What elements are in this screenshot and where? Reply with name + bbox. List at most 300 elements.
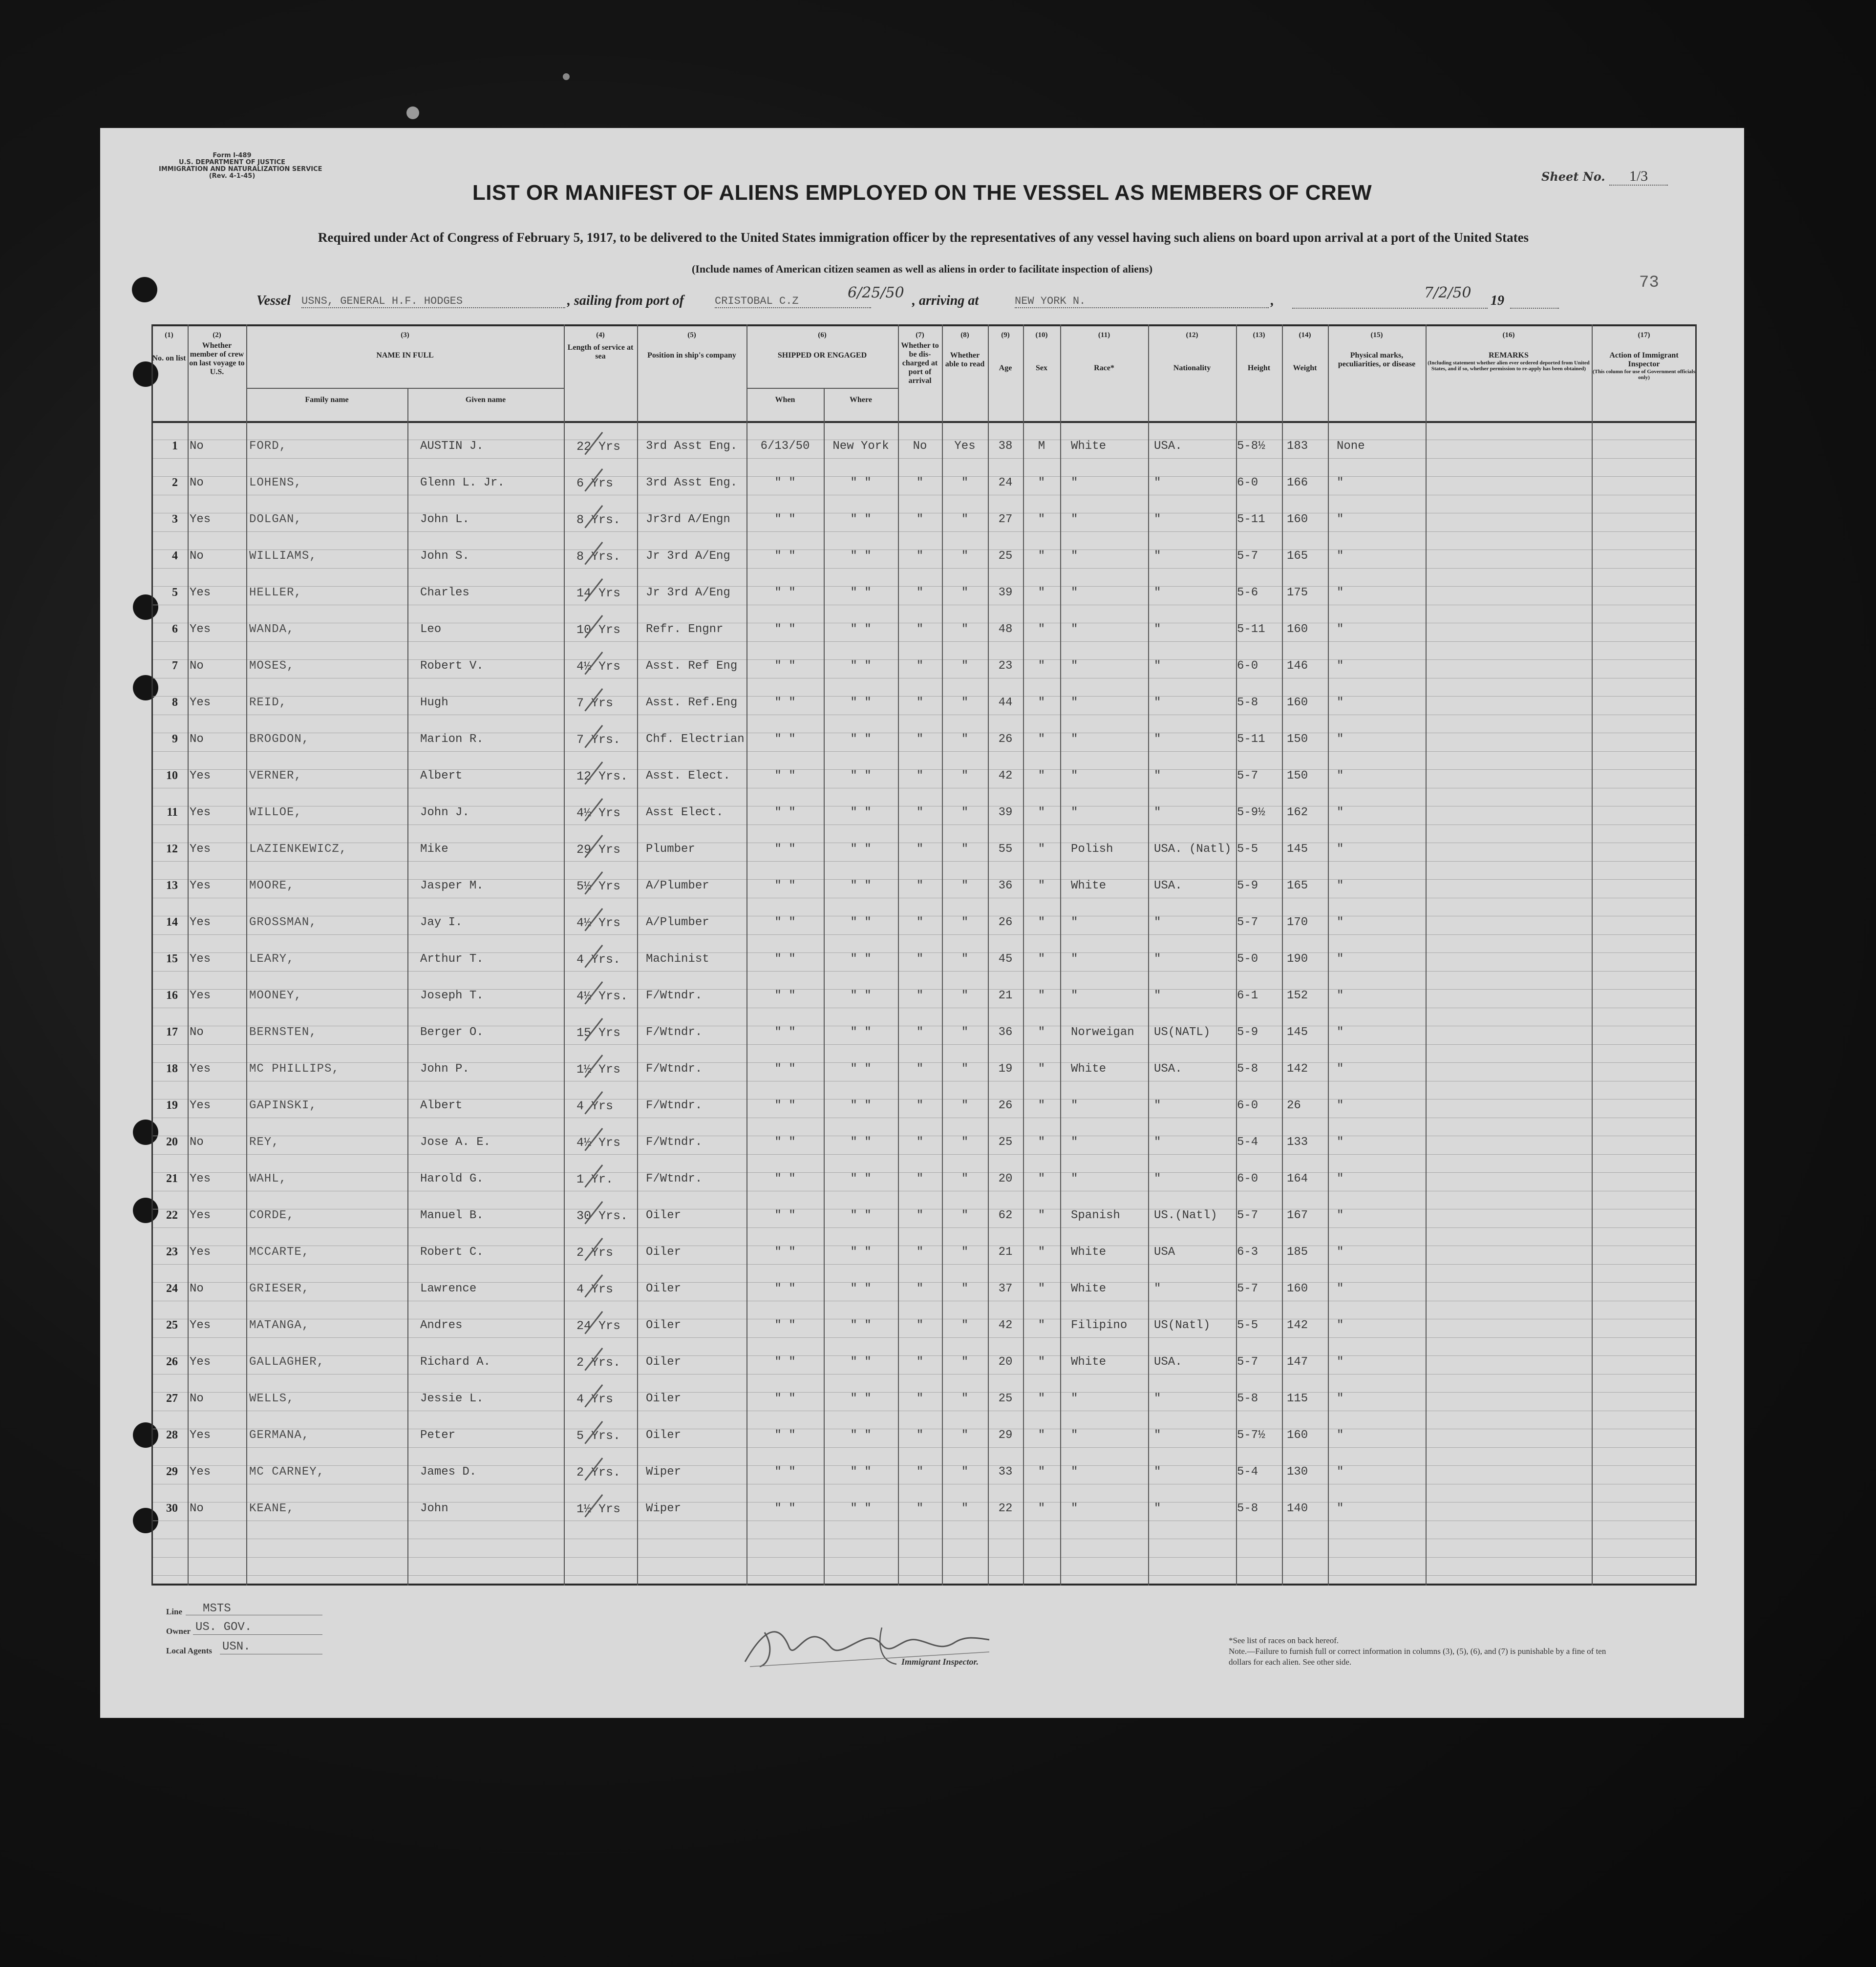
height-cell: 5-8 — [1237, 1392, 1258, 1405]
shipped-when-cell: " " — [774, 1429, 796, 1442]
given-name-cell: Jessie L. — [420, 1392, 484, 1405]
family-name-cell: WILLIAMS, — [249, 550, 317, 563]
sex-cell: " — [1038, 1429, 1045, 1442]
nationality-cell: " — [1154, 1172, 1161, 1185]
nationality-cell: USA — [1154, 1246, 1175, 1259]
age-cell: 25 — [998, 1136, 1013, 1149]
height-cell: 5-0 — [1237, 952, 1258, 966]
age-cell: 21 — [998, 989, 1013, 1002]
nationality-cell: " — [1154, 623, 1161, 636]
discharged-cell: " — [916, 769, 924, 783]
col1-header — [151, 331, 187, 363]
shipped-where-cell: " " — [850, 1136, 872, 1149]
age-cell: 20 — [998, 1172, 1013, 1185]
last-voyage-cell: Yes — [190, 806, 211, 819]
shipped-when-cell: " " — [774, 550, 796, 563]
row-number: 26 — [166, 1355, 178, 1368]
col5-header — [638, 331, 746, 360]
discharged-cell: " — [916, 1465, 924, 1479]
height-cell: 5-5 — [1237, 843, 1258, 856]
sex-cell: " — [1038, 1062, 1045, 1076]
weight-cell: 150 — [1287, 733, 1308, 746]
physical-marks-cell: " — [1337, 1209, 1344, 1222]
given-name-cell: John — [420, 1502, 448, 1515]
able-to-read-cell: " — [961, 989, 969, 1002]
able-to-read-cell: " — [961, 1282, 969, 1295]
race-cell: " — [1071, 586, 1078, 599]
physical-marks-cell: " — [1337, 1026, 1344, 1039]
where-header — [825, 396, 897, 404]
sex-cell: " — [1038, 989, 1045, 1002]
height-cell: 5-7 — [1237, 1355, 1258, 1369]
footnotes — [1229, 1635, 1610, 1668]
shipped-where-cell: " " — [850, 879, 872, 892]
family-name-cell: WELLS, — [249, 1392, 295, 1405]
sex-cell: " — [1038, 1136, 1045, 1149]
last-voyage-cell: Yes — [190, 952, 211, 966]
shipped-when-cell: " " — [774, 769, 796, 783]
family-name-cell: BROGDON, — [249, 733, 310, 746]
form-department: U.S. DEPARTMENT OF JUSTICE — [178, 159, 286, 166]
given-name-header — [408, 396, 563, 404]
ruled-line — [151, 861, 1695, 862]
nationality-cell: " — [1154, 1282, 1161, 1295]
corner-mark: 73 — [1639, 274, 1659, 292]
race-cell: White — [1071, 440, 1107, 453]
height-cell: 5-5 — [1237, 1319, 1258, 1332]
sex-cell: " — [1038, 476, 1045, 489]
column-divider — [407, 388, 408, 1586]
height-cell: 5-6 — [1237, 586, 1258, 599]
discharged-cell: " — [916, 1429, 924, 1442]
height-cell: 5-8 — [1237, 696, 1258, 709]
age-cell: 44 — [998, 696, 1013, 709]
height-cell: 5-11 — [1237, 733, 1265, 746]
row-number: 23 — [166, 1246, 178, 1258]
given-name-cell: Manuel B. — [420, 1209, 484, 1222]
discharged-cell: No — [913, 440, 927, 453]
row-number: 28 — [166, 1429, 178, 1441]
discharged-cell: " — [916, 1209, 924, 1222]
weight-cell: 167 — [1287, 1209, 1308, 1222]
position-cell: Asst Elect. — [646, 806, 724, 819]
discharged-cell: " — [916, 1099, 924, 1112]
given-name-cell: James D. — [420, 1465, 477, 1479]
last-voyage-cell: Yes — [190, 1062, 211, 1076]
shipped-where-cell: " " — [850, 586, 872, 599]
weight-cell: 133 — [1287, 1136, 1308, 1149]
last-voyage-cell: Yes — [190, 989, 211, 1002]
age-cell: 26 — [998, 916, 1013, 929]
race-cell: " — [1071, 989, 1078, 1002]
able-to-read-cell: " — [961, 623, 969, 636]
given-name-cell: Joseph T. — [420, 989, 484, 1002]
col2-header — [189, 331, 245, 377]
owner-value: US. GOV. — [195, 1621, 252, 1634]
service-length-cell: 4½ Yrs — [576, 916, 621, 930]
age-cell: 29 — [998, 1429, 1013, 1442]
shipped-where-cell: " " — [850, 916, 872, 929]
col-num: (7) — [916, 331, 924, 339]
form-identifier — [159, 152, 322, 180]
able-to-read-cell: " — [961, 550, 969, 563]
sailing-label: , sailing from port of — [567, 293, 684, 308]
physical-marks-cell: " — [1337, 952, 1344, 966]
given-name-cell: Peter — [420, 1429, 456, 1442]
nationality-cell: " — [1154, 1099, 1161, 1112]
weight-cell: 166 — [1287, 476, 1308, 489]
ruled-line — [151, 1337, 1695, 1338]
row-number: 3 — [172, 513, 178, 526]
position-cell: Oiler — [646, 1429, 682, 1442]
physical-marks-cell: " — [1337, 1246, 1344, 1259]
nationality-cell: US.(Natl) — [1154, 1209, 1217, 1222]
scan-dust-spot — [563, 73, 570, 80]
nationality-cell: US(Natl) — [1154, 1319, 1211, 1332]
nationality-cell: USA. — [1154, 440, 1182, 453]
discharged-cell: " — [916, 623, 924, 636]
col-sublabel: (Including statement whether alien ever ordered deported from United States, and if so, whether permission to re-apply has been obtained) — [1428, 360, 1590, 372]
sex-cell: " — [1038, 952, 1045, 966]
height-cell: 5-7 — [1237, 550, 1258, 563]
discharged-cell: " — [916, 952, 924, 966]
position-cell: Wiper — [646, 1465, 682, 1479]
service-length-cell: 30 Yrs. — [576, 1209, 628, 1223]
given-name-cell: Robert V. — [420, 659, 484, 673]
col12-header — [1149, 331, 1235, 373]
service-length-cell: 5½ Yrs — [576, 879, 621, 893]
discharged-cell: " — [916, 476, 924, 489]
column-divider — [564, 324, 565, 1586]
weight-cell: 160 — [1287, 623, 1308, 636]
shipped-when-cell: " " — [774, 1172, 796, 1185]
shipped-where-cell: " " — [850, 659, 872, 673]
col-label: Length of service at sea — [567, 343, 634, 360]
height-cell: 5-7 — [1237, 1209, 1258, 1222]
physical-marks-cell: " — [1337, 916, 1344, 929]
service-length-cell: 1 Yr. — [576, 1172, 614, 1186]
position-cell: Chf. Electrian — [646, 733, 745, 746]
last-voyage-cell: Yes — [190, 1319, 211, 1332]
weight-cell: 162 — [1287, 806, 1308, 819]
shipped-where-cell: " " — [850, 696, 872, 709]
position-cell: Asst. Ref.Eng — [646, 696, 738, 709]
height-cell: 6-0 — [1237, 1172, 1258, 1185]
given-name-cell: John J. — [420, 806, 469, 819]
discharged-cell: " — [916, 1136, 924, 1149]
physical-marks-cell: " — [1337, 1355, 1344, 1369]
shipped-when-cell: " " — [774, 696, 796, 709]
shipped-when-cell: " " — [774, 1136, 796, 1149]
weight-cell: 183 — [1287, 440, 1308, 453]
shipped-when-cell: 6/13/50 — [760, 440, 810, 453]
physical-marks-cell: " — [1337, 1099, 1344, 1112]
position-cell: A/Plumber — [646, 916, 709, 929]
col14-header — [1283, 331, 1327, 373]
able-to-read-cell: " — [961, 1209, 969, 1222]
family-name-cell: MC PHILLIPS, — [249, 1062, 340, 1076]
given-name-cell: Albert — [420, 769, 463, 783]
service-length-cell: 7 Yrs. — [576, 733, 621, 747]
able-to-read-cell: " — [961, 806, 969, 819]
discharged-cell: " — [916, 806, 924, 819]
shipped-when-cell: " " — [774, 1099, 796, 1112]
form-number: Form I-489 — [213, 152, 252, 159]
position-cell: Oiler — [646, 1392, 682, 1405]
nationality-cell: USA. (Natl) — [1154, 843, 1232, 856]
col-label: No. on list — [152, 354, 186, 362]
column-divider — [1592, 324, 1593, 1586]
sheet-label: Sheet No. — [1541, 169, 1605, 184]
family-name-cell: REY, — [249, 1136, 279, 1149]
service-length-cell: 22 Yrs — [576, 440, 621, 454]
page-title: LIST OR MANIFEST OF ALIENS EMPLOYED ON THE VESSEL AS MEMBERS OF CREW — [472, 181, 1372, 205]
col-num: (4) — [596, 331, 605, 339]
family-name-cell: KEANE, — [249, 1502, 295, 1515]
physical-marks-cell: " — [1337, 806, 1344, 819]
able-to-read-cell: " — [961, 1392, 969, 1405]
col9-header — [989, 331, 1022, 373]
last-voyage-cell: Yes — [190, 623, 211, 636]
col-num: (15) — [1370, 331, 1383, 339]
col-sublabel: (This column for use of Government officials only) — [1593, 369, 1696, 381]
race-cell: Spanish — [1071, 1209, 1120, 1222]
shipped-where-cell: " " — [850, 989, 872, 1002]
col-label: Action of Immigrant Inspector — [1609, 351, 1679, 368]
position-cell: F/Wtndr. — [646, 1026, 703, 1039]
race-cell: " — [1071, 1392, 1078, 1405]
able-to-read-cell: Yes — [954, 440, 976, 453]
nationality-cell: USA. — [1154, 879, 1182, 892]
position-cell: Machinist — [646, 952, 709, 966]
column-divider — [1426, 324, 1427, 1586]
ruled-line — [151, 1154, 1695, 1155]
weight-cell: 160 — [1287, 1429, 1308, 1442]
last-voyage-cell: No — [190, 550, 204, 563]
age-cell: 27 — [998, 513, 1013, 526]
shipped-when-cell: " " — [774, 806, 796, 819]
age-cell: 62 — [998, 1209, 1013, 1222]
physical-marks-cell: " — [1337, 623, 1344, 636]
last-voyage-cell: Yes — [190, 586, 211, 599]
family-name-cell: WANDA, — [249, 623, 295, 636]
service-length-cell: 7 Yrs — [576, 696, 614, 710]
physical-marks-cell: " — [1337, 550, 1344, 563]
position-cell: Plumber — [646, 843, 695, 856]
col-label: Whether member of crew on last voyage to U.S. — [189, 341, 245, 376]
nationality-cell: " — [1154, 989, 1161, 1002]
position-cell: F/Wtndr. — [646, 1172, 703, 1185]
last-voyage-cell: No — [190, 440, 204, 453]
service-length-cell: 8 Yrs. — [576, 550, 621, 564]
nationality-cell: " — [1154, 1136, 1161, 1149]
position-cell: Wiper — [646, 1502, 682, 1515]
column-divider — [188, 324, 189, 1586]
nationality-cell: " — [1154, 1429, 1161, 1442]
service-length-cell: 12 Yrs. — [576, 769, 628, 783]
column-divider — [1060, 324, 1061, 1586]
family-name-cell: FORD, — [249, 440, 287, 453]
last-voyage-cell: Yes — [190, 1099, 211, 1112]
last-voyage-cell: Yes — [190, 1429, 211, 1442]
nationality-cell: " — [1154, 659, 1161, 673]
nationality-cell: " — [1154, 769, 1161, 783]
discharged-cell: " — [916, 1246, 924, 1259]
family-name-cell: REID, — [249, 696, 287, 709]
arrival-date: 7/2/50 — [1424, 284, 1471, 301]
service-length-cell: 2 Yrs. — [576, 1355, 621, 1370]
col-sublabel: Given name — [465, 396, 506, 404]
given-name-cell: Lawrence — [420, 1282, 477, 1295]
column-divider — [1328, 324, 1329, 1586]
nationality-cell: " — [1154, 550, 1161, 563]
last-voyage-cell: No — [190, 1026, 204, 1039]
physical-marks-cell: " — [1337, 1172, 1344, 1185]
nationality-cell: " — [1154, 733, 1161, 746]
sex-cell: " — [1038, 843, 1045, 856]
shipped-where-cell: " " — [850, 550, 872, 563]
sex-cell: " — [1038, 696, 1045, 709]
row-number: 10 — [166, 769, 178, 782]
position-cell: 3rd Asst Eng. — [646, 440, 738, 453]
shipped-where-cell: " " — [850, 1282, 872, 1295]
position-cell: Jr 3rd A/Eng — [646, 550, 730, 563]
physical-marks-cell: " — [1337, 1502, 1344, 1515]
age-cell: 39 — [998, 806, 1013, 819]
ruled-line — [151, 641, 1695, 642]
row-number: 24 — [166, 1282, 178, 1295]
ruled-line — [151, 971, 1695, 972]
col-label: NAME IN FULL — [376, 351, 434, 360]
shipped-where-cell: " " — [850, 769, 872, 783]
col-num: (16) — [1502, 331, 1515, 339]
height-cell: 6-3 — [1237, 1246, 1258, 1259]
last-voyage-cell: Yes — [190, 843, 211, 856]
sex-cell: " — [1038, 513, 1045, 526]
race-cell: " — [1071, 1429, 1078, 1442]
physical-marks-cell: " — [1337, 989, 1344, 1002]
col11-header — [1061, 331, 1147, 373]
family-name-cell: GAPINSKI, — [249, 1099, 317, 1112]
form-revision: (Rev. 4-1-45) — [209, 172, 256, 180]
row-number: 22 — [166, 1209, 178, 1222]
discharged-cell: " — [916, 916, 924, 929]
service-length-cell: 4 Yrs — [576, 1099, 614, 1113]
col-num: (1) — [165, 331, 173, 339]
given-name-cell: John S. — [420, 550, 469, 563]
vessel-label: Vessel — [256, 293, 291, 308]
able-to-read-cell: " — [961, 879, 969, 892]
col-label: Height — [1247, 364, 1271, 372]
sex-cell: " — [1038, 1172, 1045, 1185]
col-label: Race* — [1094, 364, 1114, 372]
last-voyage-cell: Yes — [190, 916, 211, 929]
shipped-when-cell: " " — [774, 659, 796, 673]
family-name-cell: MATANGA, — [249, 1319, 310, 1332]
physical-marks-cell: " — [1337, 1465, 1344, 1479]
race-cell: White — [1071, 879, 1107, 892]
shipped-when-cell: " " — [774, 513, 796, 526]
able-to-read-cell: " — [961, 916, 969, 929]
shipped-where-cell: " " — [850, 1062, 872, 1076]
weight-cell: 160 — [1287, 1282, 1308, 1295]
last-voyage-cell: Yes — [190, 696, 211, 709]
able-to-read-cell: " — [961, 659, 969, 673]
row-number: 21 — [166, 1172, 178, 1185]
weight-cell: 26 — [1287, 1099, 1301, 1112]
row-number: 20 — [166, 1136, 178, 1148]
when-header — [747, 396, 823, 404]
form-service: IMMIGRATION AND NATURALIZATION SERVICE — [159, 166, 322, 173]
ruled-line — [151, 1264, 1695, 1265]
age-cell: 25 — [998, 550, 1013, 563]
last-voyage-cell: Yes — [190, 1355, 211, 1369]
shipped-where-cell: " " — [850, 1502, 872, 1515]
height-cell: 5-7½ — [1237, 1429, 1265, 1442]
row-number: 4 — [172, 550, 178, 562]
subheader-rule — [746, 388, 898, 389]
position-cell: Jr3rd A/Engn — [646, 513, 730, 526]
position-cell: Asst. Ref Eng — [646, 659, 738, 673]
row-number: 19 — [166, 1099, 178, 1112]
given-name-cell: John L. — [420, 513, 469, 526]
able-to-read-cell: " — [961, 586, 969, 599]
col-sublabel: When — [775, 396, 795, 404]
given-name-cell: Jay I. — [420, 916, 463, 929]
physical-marks-cell: " — [1337, 1062, 1344, 1076]
last-voyage-cell: Yes — [190, 879, 211, 892]
position-cell: Jr 3rd A/Eng — [646, 586, 730, 599]
last-voyage-cell: Yes — [190, 769, 211, 783]
row-number: 7 — [172, 659, 178, 672]
service-length-cell: 14 Yrs — [576, 586, 621, 600]
discharged-cell: " — [916, 1319, 924, 1332]
position-cell: Refr. Engnr — [646, 623, 724, 636]
ruled-line — [151, 1044, 1695, 1045]
row-number: 5 — [172, 586, 178, 599]
height-cell: 5-11 — [1237, 513, 1265, 526]
age-cell: 19 — [998, 1062, 1013, 1076]
row-number: 6 — [172, 623, 178, 635]
family-name-cell: DOLGAN, — [249, 513, 302, 526]
height-cell: 5-11 — [1237, 623, 1265, 636]
family-name-cell: MOONEY, — [249, 989, 302, 1002]
race-cell: " — [1071, 696, 1078, 709]
shipped-where-cell: " " — [850, 1209, 872, 1222]
row-number: 27 — [166, 1392, 178, 1405]
row-number: 8 — [172, 696, 178, 709]
discharged-cell: " — [916, 1282, 924, 1295]
column-divider — [637, 324, 638, 1586]
race-cell: White — [1071, 1062, 1107, 1076]
shipped-where-cell: New York — [832, 440, 889, 453]
nationality-cell: USA. — [1154, 1062, 1182, 1076]
port-from: CRISTOBAL C.Z — [715, 295, 871, 308]
nationality-cell: US(NATL) — [1154, 1026, 1211, 1039]
weight-cell: 115 — [1287, 1392, 1308, 1405]
height-cell: 5-7 — [1237, 769, 1258, 783]
shipped-when-cell: " " — [774, 733, 796, 746]
able-to-read-cell: " — [961, 1502, 969, 1515]
shipped-where-cell: " " — [850, 1392, 872, 1405]
discharged-cell: " — [916, 989, 924, 1002]
race-cell: " — [1071, 769, 1078, 783]
nationality-cell: " — [1154, 1502, 1161, 1515]
scan-dust-spot — [406, 106, 419, 119]
service-length-cell: 4½ Yrs. — [576, 989, 628, 1003]
able-to-read-cell: " — [961, 733, 969, 746]
shipped-when-cell: " " — [774, 1282, 796, 1295]
